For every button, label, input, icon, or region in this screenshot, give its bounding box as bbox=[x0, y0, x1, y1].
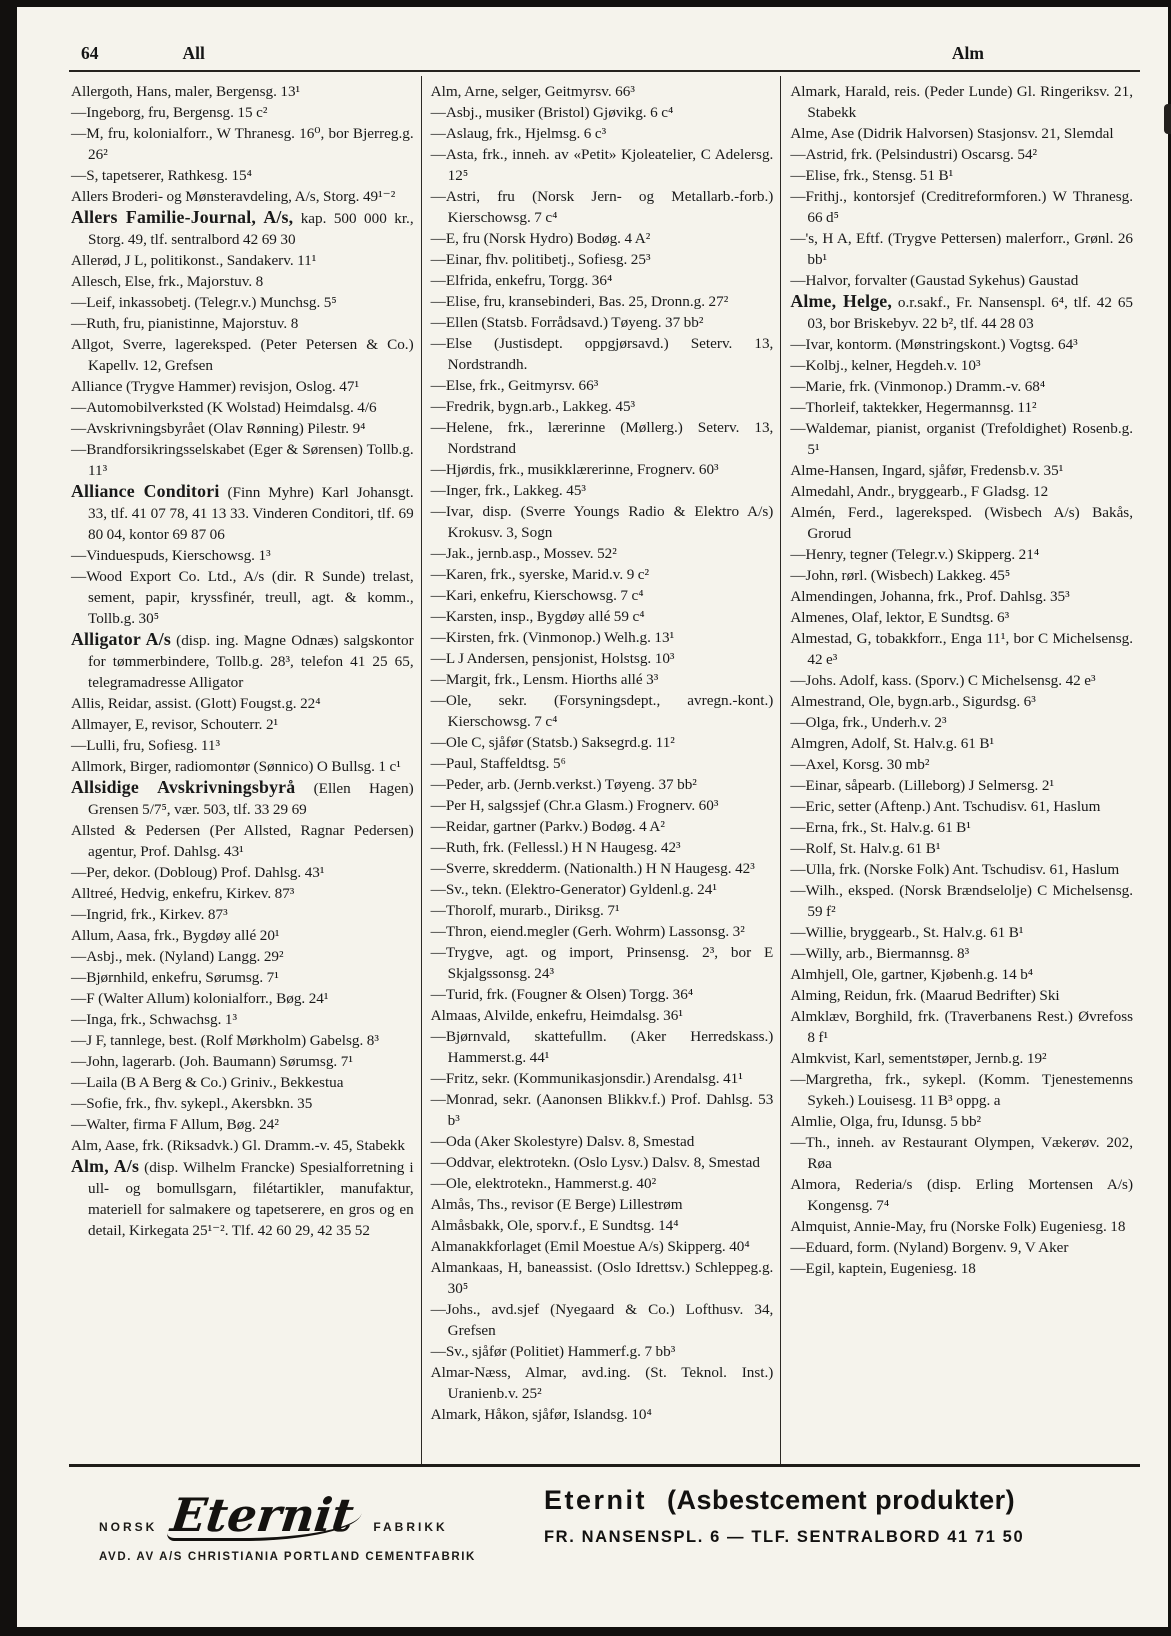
directory-entry: —Fritz, sekr. (Kommunikasjonsdir.) Arendalsg. 41¹ bbox=[430, 1070, 743, 1087]
advert-eternit bbox=[69, 1467, 1140, 1563]
advert-logo-row bbox=[99, 1487, 544, 1542]
directory-entry: —J F, tannlege, best. (Rolf Mørkholm) Gabelsg. 8³ bbox=[71, 1032, 379, 1049]
directory-entry: Almora, Rederia/s (disp. Erling Mortensen A/s) Kongensg. 7⁴ bbox=[790, 1176, 1134, 1214]
directory-entry: Almlie, Olga, fru, Idunsg. 5 bb² bbox=[790, 1113, 982, 1130]
directory-entry: —M, fru, kolonialforr., W Thranesg. 16⁰, bor Bjerreg.g. 26² bbox=[71, 125, 414, 163]
directory-entry: —Inger, frk., Lakkeg. 45³ bbox=[430, 482, 586, 499]
directory-entry: Allmayer, E, revisor, Schouterr. 2¹ bbox=[71, 716, 279, 733]
directory-entry: Almestrand, Ole, bygn.arb., Sigurdsg. 6³ bbox=[790, 693, 1036, 710]
directory-entry: —Vinduespuds, Kierschowsg. 1³ bbox=[71, 547, 271, 564]
directory-entry: —Asta, frk., inneh. av «Petit» Kjoleatelier, C Adelersg. 12⁵ bbox=[430, 146, 774, 184]
directory-entry: —Hjørdis, frk., musikklærerinne, Frognerv. 60³ bbox=[430, 461, 719, 478]
directory-entry: Almklæv, Borghild, frk. (Traverbanens Rest.) Øvrefoss 8 f¹ bbox=[790, 1008, 1134, 1046]
directory-entry: —S, tapetserer, Rathkesg. 15⁴ bbox=[71, 167, 252, 184]
column-3 bbox=[780, 76, 1140, 1464]
directory-entry: —Willie, bryggearb., St. Halv.g. 61 B¹ bbox=[790, 924, 1024, 941]
directory-entry: Allsidige Avskrivningsbyrå (Ellen Hagen) Grensen 5/7⁵, vær. 503, tlf. 33 29 69 bbox=[71, 777, 414, 818]
advert-brand-name: Eternit bbox=[544, 1484, 648, 1515]
directory-entry: —Ole C, sjåfør (Statsb.) Saksegrd.g. 11² bbox=[430, 734, 675, 751]
directory-entry: Almanakkforlaget (Emil Moestue A/s) Skipperg. 40⁴ bbox=[430, 1238, 750, 1255]
directory-entry: Allers Broderi- og Mønsteravdeling, A/s, Storg. 49¹⁻² bbox=[71, 188, 396, 205]
directory-entry: —Thron, eiend.megler (Gerh. Wohrm) Lassonsg. 3² bbox=[430, 923, 745, 940]
directory-entry: Allsted & Pedersen (Per Allsted, Ragnar Pedersen) agentur, Prof. Dahlsg. 43¹ bbox=[71, 822, 414, 860]
directory-entry: Almar-Næss, Almar, avd.ing. (St. Teknol. Inst.) Uranienb.v. 25² bbox=[430, 1364, 774, 1402]
directory-entry: —Brandforsikringsselskabet (Eger & Sørensen) Tollb.g. 11³ bbox=[71, 441, 414, 479]
directory-entry: —Axel, Korsg. 30 mb² bbox=[790, 756, 930, 773]
directory-entry: —Reidar, gartner (Parkv.) Bodøg. 4 A² bbox=[430, 818, 665, 835]
directory-entry: —Bjørnvald, skattefullm. (Aker Herredskass.) Hammerst.g. 44¹ bbox=[430, 1028, 774, 1066]
directory-entry: —Margretha, frk., sykepl. (Komm. Tjenestemenns Sykeh.) Louisesg. 11 B³ oppg. a bbox=[790, 1071, 1134, 1109]
directory-entry: —Per, dekor. (Dobloug) Prof. Dahlsg. 43¹ bbox=[71, 864, 325, 881]
directory-entry: —Erna, frk., St. Halv.g. 61 B¹ bbox=[790, 819, 971, 836]
directory-entry: —E, fru (Norsk Hydro) Bodøg. 4 A² bbox=[430, 230, 651, 247]
directory-entry: Allers Familie-Journal, A/s, kap. 500 000 kr., Storg. 49, tlf. sentralbord 42 69 30 bbox=[71, 207, 414, 248]
directory-entry: —L J Andersen, pensjonist, Holstsg. 10³ bbox=[430, 650, 675, 667]
directory-entry: Alm, Arne, selger, Geitmyrsv. 66³ bbox=[430, 83, 635, 100]
directory-entry: —Walter, firma F Allum, Bøg. 24² bbox=[71, 1116, 279, 1133]
directory-entry: —Else, frk., Geitmyrsv. 66³ bbox=[430, 377, 599, 394]
directory-entry: —Inga, frk., Schwachsg. 1³ bbox=[71, 1011, 238, 1028]
directory-entry: Almark, Håkon, sjåfør, Islandsg. 10⁴ bbox=[430, 1406, 652, 1423]
directory-entry: —Sv., sjåfør (Politiet) Hammerf.g. 7 bb³ bbox=[430, 1343, 676, 1360]
directory-entry: —Marie, frk. (Vinmonop.) Dramm.-v. 68⁴ bbox=[790, 378, 1046, 395]
scan-artifact bbox=[1164, 104, 1171, 134]
directory-entry: Allmork, Birger, radiomontør (Sønnico) O Bullsg. 1 c¹ bbox=[71, 758, 401, 775]
directory-entry: Allum, Aasa, frk., Bygdøy allé 20¹ bbox=[71, 927, 280, 944]
directory-entry: Almén, Ferd., lagereksped. (Wisbech A/s) Bakås, Grorud bbox=[790, 504, 1134, 542]
directory-entry: —Olga, frk., Underh.v. 2³ bbox=[790, 714, 947, 731]
page-number: 64 bbox=[81, 43, 99, 63]
directory-entry: Almendingen, Johanna, frk., Prof. Dahlsg. 35³ bbox=[790, 588, 1070, 605]
directory-entry: —Ulla, frk. (Norske Folk) Ant. Tschudisv. 61, Haslum bbox=[790, 861, 1120, 878]
directory-entry: —Einar, såpearb. (Lilleborg) J Selmersg. 2¹ bbox=[790, 777, 1055, 794]
directory-entry: Allis, Reidar, assist. (Glott) Fougst.g. 22⁴ bbox=[71, 695, 321, 712]
directory-entry: —Elise, frk., Stensg. 51 B¹ bbox=[790, 167, 954, 184]
directory-entry: —Jak., jernb.asp., Mossev. 52² bbox=[430, 545, 617, 562]
directory-entry: —Peder, arb. (Jernb.verkst.) Tøyeng. 37 bb² bbox=[430, 776, 697, 793]
directory-entry: Allgot, Sverre, lagereksped. (Peter Petersen & Co.) Kapellv. 12, Grefsen bbox=[71, 336, 414, 374]
directory-entry: —Wilh., eksped. (Norsk Brændselolje) C Michelsensg. 59 f² bbox=[790, 882, 1134, 920]
directory-entry: —Ole, elektrotekn., Hammerst.g. 40² bbox=[430, 1175, 657, 1192]
directory-entry: —Karen, frk., syerske, Marid.v. 9 c² bbox=[430, 566, 650, 583]
directory-entry: —Trygve, agt. og import, Prinsensg. 2³, bor E Skjalgssonsg. 24³ bbox=[430, 944, 774, 982]
directory-entry: —Asbj., musiker (Bristol) Gjøvikg. 6 c⁴ bbox=[430, 104, 674, 121]
directory-entry: Almankaas, H, baneassist. (Oslo Idrettsv.) Schleppeg.g. 30⁵ bbox=[430, 1259, 774, 1297]
page-header bbox=[69, 43, 1140, 70]
entry-lead-name: Allers Familie-Journal, A/s, bbox=[71, 207, 294, 227]
directory-entry: Alliance Conditori (Finn Myhre) Karl Johansgt. 33, tlf. 41 07 78, 41 13 33. Vinderen Conditori, tlf. 69 80 04, kontor 69 87 06 bbox=[71, 481, 414, 543]
directory-entry: —Helene, frk., lærerinne (Møllerg.) Seterv. 13, Nordstrand bbox=[430, 419, 774, 457]
directory-entry: —Lulli, fru, Sofiesg. 11³ bbox=[71, 737, 221, 754]
directory-entry: —Ole, sekr. (Forsyningsdept., avregn.-kont.) Kierschowsg. 7 c⁴ bbox=[430, 692, 774, 730]
directory-entry: —Wood Export Co. Ltd., A/s (dir. R Sunde) trelast, sement, papir, kryssfinér, treull, agt. & komm., Tollb.g. 30⁵ bbox=[71, 568, 414, 627]
directory-entry: Almgren, Adolf, St. Halv.g. 61 B¹ bbox=[790, 735, 995, 752]
directory-entry: —Per H, salgssjef (Chr.a Glasm.) Frognerv. 60³ bbox=[430, 797, 719, 814]
directory-entry: Allergoth, Hans, maler, Bergensg. 13¹ bbox=[71, 83, 301, 100]
directory-entry: —Johs. Adolf, kass. (Sporv.) C Michelsensg. 42 e³ bbox=[790, 672, 1096, 689]
directory-entry: Almaas, Alvilde, enkefru, Heimdalsg. 36¹ bbox=[430, 1007, 683, 1024]
entry-lead-name: Alliance Conditori bbox=[71, 481, 220, 501]
directory-entry: —Egil, kaptein, Eugeniesg. 18 bbox=[790, 1260, 976, 1277]
directory-entry: —Elfrida, enkefru, Torgg. 36⁴ bbox=[430, 272, 613, 289]
directory-entry: —Johs., avd.sjef (Nyegaard & Co.) Lofthusv. 34, Grefsen bbox=[430, 1301, 774, 1339]
advert-logo-block bbox=[99, 1483, 544, 1563]
directory-entry: —Asbj., mek. (Nyland) Langg. 29² bbox=[71, 948, 284, 965]
directory-entry: —Oda (Aker Skolestyre) Dalsv. 8, Smestad bbox=[430, 1133, 695, 1150]
directory-entry: —Halvor, forvalter (Gaustad Sykehus) Gaustad bbox=[790, 272, 1079, 289]
advert-norsk-label: NORSK bbox=[99, 1519, 158, 1534]
directory-entry: —Bjørnhild, enkefru, Sørumsg. 7¹ bbox=[71, 969, 279, 986]
directory-entry: Allerød, J L, politikonst., Sandakerv. 11¹ bbox=[71, 252, 317, 269]
directory-entry: —Ruth, fru, pianistinne, Majorstuv. 8 bbox=[71, 315, 299, 332]
directory-entry: —Automobilverksted (K Wolstad) Heimdalsg. 4/6 bbox=[71, 399, 377, 416]
guide-word-left: All bbox=[182, 43, 205, 63]
directory-entry: —Sofie, frk., fhv. sykepl., Akersbkn. 35 bbox=[71, 1095, 313, 1112]
directory-entry: —Kirsten, frk. (Vinmonop.) Welh.g. 13¹ bbox=[430, 629, 675, 646]
directory-entry: Alme, Helge, o.r.sakf., Fr. Nansenspl. 6⁴, tlf. 42 65 03, bor Briskebyv. 22 b², tlf. 44 28 03 bbox=[790, 291, 1134, 332]
directory-entry: —Astrid, frk. (Pelsindustri) Oscarsg. 54² bbox=[790, 146, 1038, 163]
directory-entry: —Waldemar, pianist, organist (Trefoldighet) Rosenb.g. 5¹ bbox=[790, 420, 1134, 458]
directory-entry: Almhjell, Ole, gartner, Kjøbenh.g. 14 b⁴ bbox=[790, 966, 1034, 983]
directory-entry: Alm, A/s (disp. Wilhelm Francke) Spesialforretning i ull- og bomullsgarn, filétartikler, manufaktur, materiell for salmakere og tapetserere, en gros og en detail, Kirkegata 25¹⁻². Tlf. 42 60 29, 42 35 52 bbox=[71, 1156, 414, 1239]
advert-text-block bbox=[544, 1483, 1132, 1547]
directory-entry: —'s, H A, Eftf. (Trygve Pettersen) malerforr., Grønl. 26 bb¹ bbox=[790, 230, 1134, 268]
advert-headline bbox=[544, 1485, 1132, 1516]
directory-entry: Almestad, G, tobakkforr., Enga 11¹, bor C Michelsensg. 42 e³ bbox=[790, 630, 1134, 668]
directory-entry: —Ivar, disp. (Sverre Youngs Radio & Elektro A/s) Krokusv. 3, Sogn bbox=[430, 503, 774, 541]
directory-entry: Alltreé, Hedvig, enkefru, Kirkev. 87³ bbox=[71, 885, 295, 902]
directory-entry: —Margit, frk., Lensm. Hiorths allé 3³ bbox=[430, 671, 659, 688]
directory-entry: —Fredrik, bygn.arb., Lakkeg. 45³ bbox=[430, 398, 636, 415]
directory-entry: —Thorolf, murarb., Diriksg. 7¹ bbox=[430, 902, 620, 919]
directory-entry: —Ellen (Statsb. Forrådsavd.) Tøyeng. 37 bb² bbox=[430, 314, 704, 331]
directory-entry: —Einar, fhv. politibetj., Sofiesg. 25³ bbox=[430, 251, 651, 268]
directory-entry: —Avskrivningsbyrået (Olav Rønning) Pilestr. 9⁴ bbox=[71, 420, 366, 437]
directory-entry: Allesch, Else, frk., Majorstuv. 8 bbox=[71, 273, 264, 290]
entry-lead-name: Allsidige Avskrivningsbyrå bbox=[71, 777, 296, 797]
directory-entry: —Th., inneh. av Restaurant Olympen, Vækerøv. 202, Røa bbox=[790, 1134, 1134, 1172]
directory-entry: —Willy, arb., Biermannsg. 8³ bbox=[790, 945, 970, 962]
directory-entry: —Astri, fru (Norsk Jern- og Metallarb.-forb.) Kierschowsg. 7 c⁴ bbox=[430, 188, 774, 226]
directory-entry: —Ruth, frk. (Fellessl.) H N Haugesg. 42³ bbox=[430, 839, 681, 856]
directory-entry: Alming, Reidun, frk. (Maarud Bedrifter) Ski bbox=[790, 987, 1060, 1004]
directory-entry: —Eric, setter (Aftenp.) Ant. Tschudisv. 61, Haslum bbox=[790, 798, 1101, 815]
directory-entry: Alme-Hansen, Ingard, sjåfør, Fredensb.v. 35¹ bbox=[790, 462, 1064, 479]
directory-entry: —Paul, Staffeldtsg. 5⁶ bbox=[430, 755, 566, 772]
column-1 bbox=[69, 76, 421, 1464]
directory-entry: —John, rørl. (Wisbech) Lakkeg. 45⁵ bbox=[790, 567, 1011, 584]
advert-product-label: (Asbestcement produkter) bbox=[667, 1484, 1016, 1515]
header-divider bbox=[69, 70, 1140, 72]
advert-fabrikk-label: FABRIKK bbox=[373, 1519, 448, 1534]
directory-entry: —F (Walter Allum) kolonialforr., Bøg. 24¹ bbox=[71, 990, 329, 1007]
directory-entry: —Turid, frk. (Fougner & Olsen) Torgg. 36⁴ bbox=[430, 986, 694, 1003]
directory-entry: Almquist, Annie-May, fru (Norske Folk) Eugeniesg. 18 bbox=[790, 1218, 1126, 1235]
directory-entry: Alligator A/s (disp. ing. Magne Odnæs) salgskontor for tømmerbindere, Tollb.g. 28³, telefon 41 25 65, telegramadresse Alligator bbox=[71, 629, 414, 691]
directory-entry: Almås, Ths., revisor (E Berge) Lillestrøm bbox=[430, 1196, 683, 1213]
directory-entry: —Leif, inkassobetj. (Telegr.v.) Munchsg. 5⁵ bbox=[71, 294, 337, 311]
directory-entry: Alm, Aase, frk. (Riksadvk.) Gl. Dramm.-v. 45, Stabekk bbox=[71, 1137, 405, 1154]
directory-entry: —Henry, tegner (Telegr.v.) Skipperg. 21⁴ bbox=[790, 546, 1040, 563]
directory-entry: —Kolbj., kelner, Hegdeh.v. 10³ bbox=[790, 357, 981, 374]
directory-entry: —Eduard, form. (Nyland) Borgenv. 9, V Aker bbox=[790, 1239, 1069, 1256]
advert-company-subline: AVD. AV A/S CHRISTIANIA PORTLAND CEMENTFABRIK bbox=[99, 1550, 476, 1563]
directory-entry: —Ingeborg, fru, Bergensg. 15 c² bbox=[71, 104, 268, 121]
directory-entry: Almark, Harald, reis. (Peder Lunde) Gl. Ringeriksv. 21, Stabekk bbox=[790, 83, 1134, 121]
directory-entry: —Aslaug, frk., Hjelmsg. 6 c³ bbox=[430, 125, 607, 142]
entry-lead-name: Alme, Helge, bbox=[790, 291, 893, 311]
entry-lead-name: Alligator A/s bbox=[71, 629, 171, 649]
guide-word-right: Alm bbox=[951, 43, 984, 63]
eternit-script-logo: Eternit bbox=[166, 1495, 364, 1541]
directory-entry: —Laila (B A Berg & Co.) Griniv., Bekkestua bbox=[71, 1074, 344, 1091]
directory-entry: —Else (Justisdept. oppgjørsavd.) Seterv. 13, Nordstrandh. bbox=[430, 335, 774, 373]
directory-entry: —John, lagerarb. (Joh. Baumann) Sørumsg. 7¹ bbox=[71, 1053, 353, 1070]
directory-entry: —Monrad, sekr. (Aanonsen Blikkv.f.) Prof. Dahlsg. 53 b³ bbox=[430, 1091, 774, 1129]
directory-entry: —Thorleif, taktekker, Hegermannsg. 11² bbox=[790, 399, 1037, 416]
directory-entry: —Ivar, kontorm. (Mønstringskont.) Vogtsg. 64³ bbox=[790, 336, 1078, 353]
entry-lead-name: Alm, A/s bbox=[71, 1156, 140, 1176]
directory-entry: —Rolf, St. Halv.g. 61 B¹ bbox=[790, 840, 941, 857]
advert-address-line: FR. NANSENSPL. 6 — TLF. SENTRALBORD 41 71 50 bbox=[544, 1527, 1025, 1546]
directory-entry: Almedahl, Andr., bryggearb., F Gladsg. 12 bbox=[790, 483, 1049, 500]
directory-entry: Alliance (Trygve Hammer) revisjon, Oslog. 47¹ bbox=[71, 378, 360, 395]
directory-columns bbox=[69, 76, 1140, 1464]
paper-area bbox=[17, 7, 1168, 1627]
directory-entry: Almkvist, Karl, sementstøper, Jernb.g. 19² bbox=[790, 1050, 1047, 1067]
column-2 bbox=[421, 76, 781, 1464]
directory-entry: —Frithj., kontorsjef (Creditreformforen.) W Thranesg. 66 d⁵ bbox=[790, 188, 1134, 226]
directory-entry: —Ingrid, frk., Kirkev. 87³ bbox=[71, 906, 228, 923]
directory-entry: Alme, Ase (Didrik Halvorsen) Stasjonsv. 21, Slemdal bbox=[790, 125, 1114, 142]
directory-entry: —Sverre, skredderm. (Nationalth.) H N Haugesg. 42³ bbox=[430, 860, 755, 877]
directory-entry: —Sv., tekn. (Elektro-Generator) Gyldenl.g. 24¹ bbox=[430, 881, 717, 898]
directory-entry: —Elise, fru, kransebinderi, Bas. 25, Dronn.g. 27² bbox=[430, 293, 729, 310]
directory-entry: Almåsbakk, Ole, sporv.f., E Sundtsg. 14⁴ bbox=[430, 1217, 679, 1234]
directory-entry: Almenes, Olaf, lektor, E Sundtsg. 6³ bbox=[790, 609, 1010, 626]
directory-entry: —Kari, enkefru, Kierschowsg. 7 c⁴ bbox=[430, 587, 644, 604]
directory-entry: —Oddvar, elektrotekn. (Oslo Lysv.) Dalsv. 8, Smestad bbox=[430, 1154, 760, 1171]
directory-entry: —Karsten, insp., Bygdøy allé 59 c⁴ bbox=[430, 608, 645, 625]
